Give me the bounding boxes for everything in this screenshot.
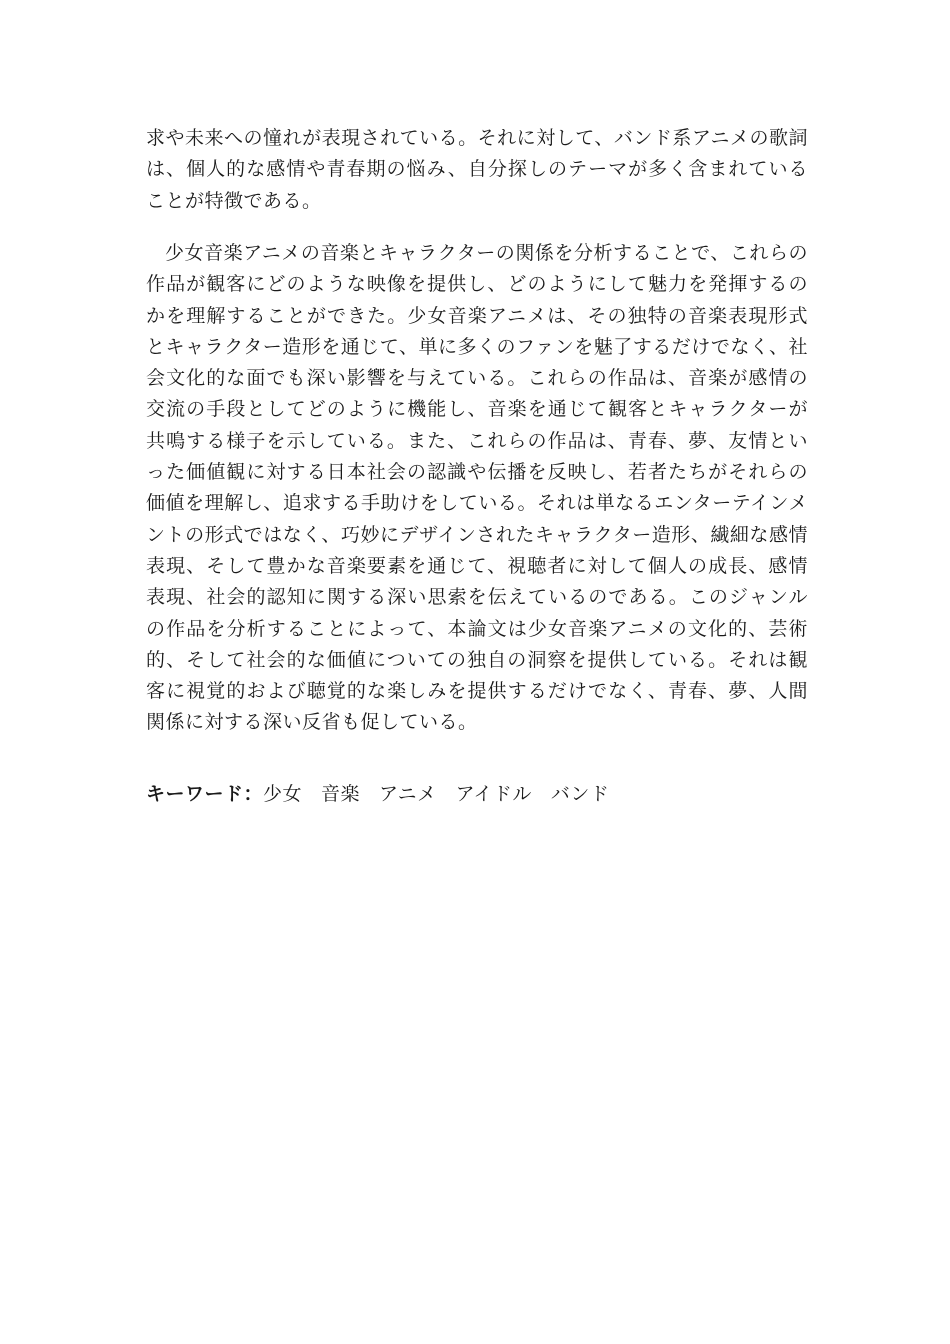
- keywords-label: キーワード：: [146, 783, 264, 805]
- paragraph-continued: 求や未来への憧れが表現されている。それに対して、バンド系アニメの歌詞は、個人的な感情や青春期の悩み、自分探しのテーマが多く含まれていることが特徴である。: [146, 127, 808, 212]
- keyword-item: 少女: [263, 783, 303, 805]
- keyword-item: バンド: [550, 783, 610, 805]
- keyword-item: アイドル: [455, 783, 532, 805]
- keyword-item: 音楽: [321, 783, 361, 805]
- paragraph-main: 少女音楽アニメの音楽とキャラクターの関係を分析することで、これらの作品が観客にどのような映像を提供し、どのようにして魅力を発揮するのかを理解することができた。少女音楽アニメは、その独特の音楽表現形式とキャラクター造形を通じて、単に多くのファンを魅了するだけでなく、社会文化的な面でも深い影響を与えている。これらの作品は、音楽が感情の交流の手段としてどのように機能し、音楽を通じて観客とキャラクターが共鳴する様子を示している。また、これらの作品は、青春、夢、友情といった価値観に対する日本社会の認識や伝播を反映し、若者たちがそれらの価値を理解し、追求する手助けをしている。それは単なるエンターテインメントの形式ではなく、巧妙にデザインされたキャラクター造形、繊細な感情表現、そして豊かな音楽要素を通じて、視聴者に対して個人の成長、感情表現、社会的認知に関する深い思索を伝えているのである。このジャンルの作品を分析することによって、本論文は少女音楽アニメの文化的、芸術的、そして社会的な価値についての独自の洞察を提供している。それは観客に視覚的および聴覚的な楽しみを提供するだけでなく、青春、夢、人間関係に対する深い反省も促している。: [146, 242, 808, 734]
- keywords-line: [146, 779, 628, 810]
- keyword-item: アニメ: [379, 783, 437, 805]
